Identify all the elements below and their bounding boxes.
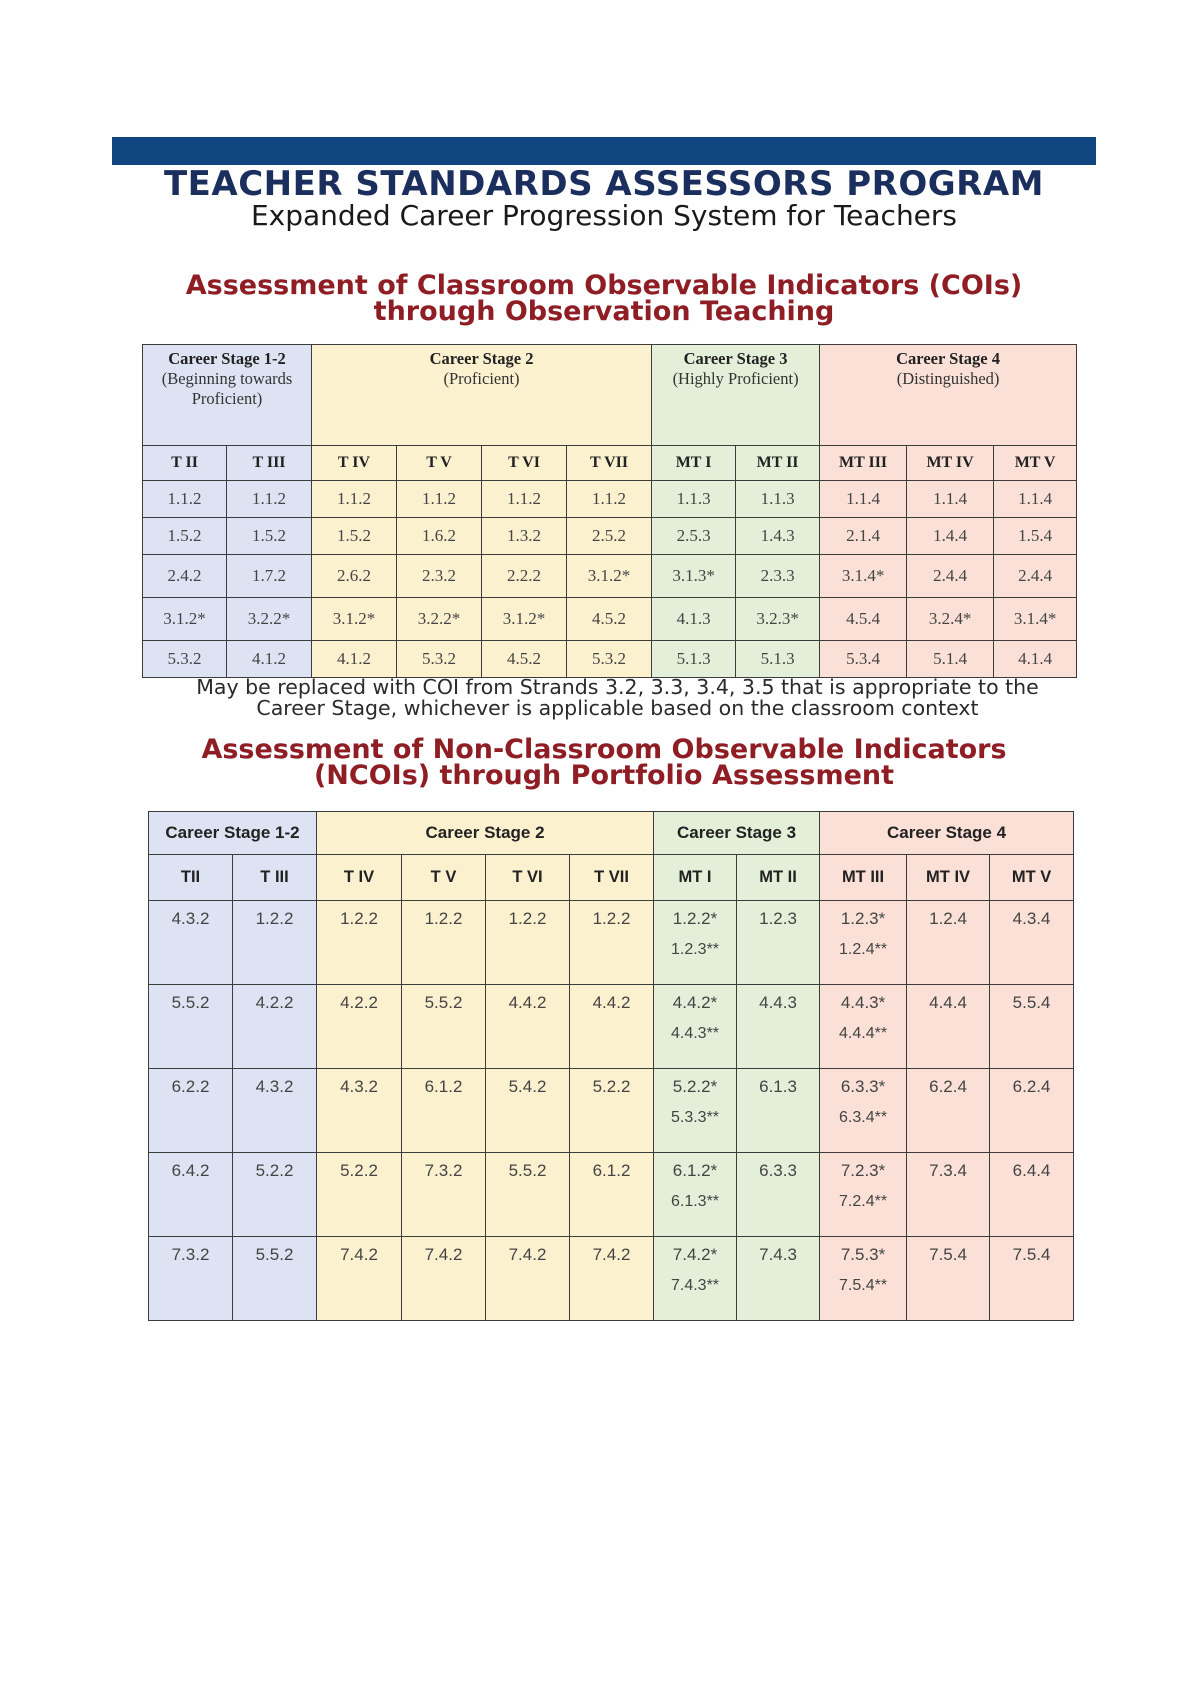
ncoi-table <box>148 811 1074 1321</box>
ncoi-cell-value: 6.3.3 <box>759 1161 797 1180</box>
ncoi-cell-value: 6.4.4 <box>1012 1161 1051 1180</box>
coi-cell: 3.2.2* <box>227 598 312 641</box>
ncoi-cell-value: 4.4.4 <box>929 993 967 1012</box>
ncoi-cell <box>149 1237 233 1321</box>
ncoi-row <box>149 1069 1074 1153</box>
coi-cell: 3.1.2* <box>482 598 567 641</box>
ncoi-cell <box>233 1069 317 1153</box>
ncoi-cell-value: 6.1.3** <box>670 1193 720 1210</box>
coi-cell: 1.7.2 <box>227 555 312 598</box>
ncoi-cell-value: 4.4.2 <box>508 993 547 1012</box>
ncoi-cell-value: 7.3.4 <box>929 1161 967 1180</box>
ncoi-cell-value: 7.4.2 <box>424 1245 463 1264</box>
coi-stage-desc: Proficient) <box>191 389 263 408</box>
coi-stage-desc: (Highly Proficient) <box>672 369 799 388</box>
coi-cell: 1.5.2 <box>143 518 227 555</box>
ncoi-cell <box>820 1237 907 1321</box>
coi-cell: 1.3.2 <box>482 518 567 555</box>
coi-cell: 1.5.4 <box>994 518 1077 555</box>
coi-cell: 2.4.4 <box>907 555 994 598</box>
ncoi-cell-value: 7.5.3* <box>840 1245 886 1264</box>
ncoi-cell-value: 7.5.4** <box>839 1277 888 1294</box>
ncoi-cell <box>907 1153 990 1237</box>
ncoi-cell-value: 4.4.3* <box>840 993 886 1012</box>
ncoi-level-header: T IV <box>317 855 402 901</box>
coi-cell: 3.1.3* <box>652 555 736 598</box>
ncoi-cell <box>570 901 654 985</box>
ncoi-cell <box>233 1153 317 1237</box>
coi-stage-name: Career Stage 2 <box>429 349 534 368</box>
coi-footnote-line1: May be replaced with COI from Strands 3.2, 3.3, 3.4, 3.5 that is appropriate to the <box>196 675 1039 699</box>
coi-level-header: MT II <box>736 446 820 481</box>
coi-level-header: T III <box>227 446 312 481</box>
coi-stage-name: Career Stage 3 <box>683 349 788 368</box>
coi-cell: 1.1.3 <box>736 481 820 518</box>
coi-cell: 1.1.4 <box>994 481 1077 518</box>
ncoi-cell <box>402 1153 486 1237</box>
ncoi-cell <box>317 901 402 985</box>
ncoi-cell <box>149 1069 233 1153</box>
ncoi-cell-value: 5.5.2 <box>255 1245 294 1264</box>
ncoi-cell-value: 4.3.4 <box>1012 909 1051 928</box>
coi-cell: 4.1.2 <box>227 641 312 678</box>
ncoi-cell-value: 4.4.2* <box>672 993 718 1012</box>
ncoi-cell <box>820 901 907 985</box>
coi-cell: 4.5.2 <box>567 598 652 641</box>
ncoi-cell <box>737 1237 820 1321</box>
ncoi-cell <box>317 1153 402 1237</box>
ncoi-cell-value: 4.2.2 <box>255 993 294 1012</box>
coi-footnote <box>150 677 1085 719</box>
header-bar <box>112 137 1096 165</box>
coi-cell: 4.1.4 <box>994 641 1077 678</box>
ncoi-cell <box>654 985 737 1069</box>
ncoi-level-header: MT IV <box>907 855 990 901</box>
page-subtitle: Expanded Career Progression System for Teachers <box>250 199 958 232</box>
ncoi-cell-value: 1.2.4** <box>839 941 888 958</box>
coi-cell: 2.3.3 <box>736 555 820 598</box>
coi-stage-row <box>143 345 1077 446</box>
ncoi-cell-value: 1.2.3 <box>759 909 797 928</box>
ncoi-cell <box>990 1069 1074 1153</box>
ncoi-cell <box>486 985 570 1069</box>
coi-cell: 1.1.2 <box>397 481 482 518</box>
coi-cell: 5.3.2 <box>567 641 652 678</box>
ncoi-cell-value: 1.2.3* <box>840 909 886 928</box>
coi-table <box>142 344 1077 678</box>
coi-cell: 2.5.3 <box>652 518 736 555</box>
coi-title-line1: Assessment of Classroom Observable Indicators (COIs) <box>185 270 1023 301</box>
coi-cell: 4.1.2 <box>312 641 397 678</box>
coi-stage-desc: (Distinguished) <box>896 369 1000 388</box>
ncoi-level-row <box>149 855 1074 901</box>
ncoi-cell-value: 5.5.2 <box>424 993 463 1012</box>
ncoi-cell <box>820 985 907 1069</box>
ncoi-cell-value: 4.3.2 <box>340 1077 378 1096</box>
ncoi-cell-value: 7.5.4 <box>929 1245 967 1264</box>
ncoi-cell <box>990 901 1074 985</box>
ncoi-cell-value: 5.5.2 <box>508 1161 547 1180</box>
ncoi-cell <box>907 901 990 985</box>
ncoi-cell <box>654 1069 737 1153</box>
ncoi-cell-value: 6.1.2* <box>672 1161 718 1180</box>
ncoi-cell <box>233 901 317 985</box>
ncoi-section-title <box>112 734 1096 791</box>
coi-cell: 5.3.2 <box>397 641 482 678</box>
ncoi-cell-value: 5.5.2 <box>171 993 210 1012</box>
ncoi-cell-value: 6.2.2 <box>171 1077 210 1096</box>
ncoi-cell <box>233 985 317 1069</box>
coi-level-header: T II <box>143 446 227 481</box>
ncoi-cell <box>654 901 737 985</box>
ncoi-cell <box>402 1237 486 1321</box>
coi-level-header: T VI <box>482 446 567 481</box>
ncoi-cell-value: 1.2.2 <box>592 909 631 928</box>
coi-level-header: MT I <box>652 446 736 481</box>
ncoi-cell <box>317 1237 402 1321</box>
coi-cell: 3.2.2* <box>397 598 482 641</box>
ncoi-cell-value: 1.2.2 <box>340 909 378 928</box>
coi-title-line2: through Observation Teaching <box>373 296 835 327</box>
ncoi-cell <box>233 1237 317 1321</box>
ncoi-stage-cell: Career Stage 1-2 <box>149 812 317 855</box>
ncoi-level-header: MT V <box>990 855 1074 901</box>
coi-stage-desc: (Proficient) <box>443 369 520 388</box>
ncoi-cell <box>907 1237 990 1321</box>
ncoi-cell <box>990 1237 1074 1321</box>
ncoi-cell <box>402 901 486 985</box>
ncoi-cell-value: 4.4.3** <box>670 1025 720 1042</box>
ncoi-level-header: MT III <box>820 855 907 901</box>
ncoi-level-header: T VII <box>570 855 654 901</box>
ncoi-cell <box>149 901 233 985</box>
ncoi-cell-value: 6.2.4 <box>929 1077 967 1096</box>
coi-cell: 1.1.4 <box>907 481 994 518</box>
ncoi-level-header: T III <box>233 855 317 901</box>
coi-cell: 1.1.3 <box>652 481 736 518</box>
ncoi-row <box>149 901 1074 985</box>
ncoi-cell-value: 7.5.4 <box>1012 1245 1051 1264</box>
ncoi-cell <box>402 1069 486 1153</box>
coi-cell: 3.2.3* <box>736 598 820 641</box>
ncoi-cell-value: 6.3.4** <box>839 1109 888 1126</box>
ncoi-stage-cell: Career Stage 2 <box>317 812 654 855</box>
coi-cell: 3.1.2* <box>567 555 652 598</box>
ncoi-level-header: TII <box>149 855 233 901</box>
coi-cell: 5.3.2 <box>143 641 227 678</box>
ncoi-stage-cell: Career Stage 4 <box>820 812 1074 855</box>
coi-stage-cell <box>312 345 652 446</box>
ncoi-cell <box>570 985 654 1069</box>
ncoi-cell <box>149 985 233 1069</box>
ncoi-cell-value: 1.2.3** <box>670 941 720 958</box>
ncoi-cell <box>570 1069 654 1153</box>
ncoi-cell-value: 1.2.2 <box>508 909 547 928</box>
coi-row <box>143 641 1077 678</box>
ncoi-cell-value: 7.4.2* <box>672 1245 718 1264</box>
coi-level-header: MT IV <box>907 446 994 481</box>
coi-cell: 1.6.2 <box>397 518 482 555</box>
coi-cell: 1.4.4 <box>907 518 994 555</box>
ncoi-cell <box>654 1237 737 1321</box>
coi-stage-cell <box>652 345 820 446</box>
ncoi-cell <box>317 985 402 1069</box>
ncoi-cell <box>737 985 820 1069</box>
coi-level-header: T IV <box>312 446 397 481</box>
coi-row <box>143 598 1077 641</box>
ncoi-cell <box>737 1153 820 1237</box>
ncoi-cell-value: 4.3.2 <box>171 909 210 928</box>
coi-section-title <box>112 270 1096 327</box>
coi-cell: 1.1.2 <box>312 481 397 518</box>
coi-row <box>143 555 1077 598</box>
ncoi-cell <box>570 1153 654 1237</box>
ncoi-level-header: MT I <box>654 855 737 901</box>
ncoi-cell <box>820 1069 907 1153</box>
ncoi-title-line2: (NCOIs) through Portfolio Assessment <box>313 760 895 791</box>
ncoi-row <box>149 985 1074 1069</box>
coi-cell: 2.3.2 <box>397 555 482 598</box>
coi-cell: 3.1.4* <box>994 598 1077 641</box>
coi-cell: 1.1.4 <box>820 481 907 518</box>
ncoi-cell <box>149 1153 233 1237</box>
ncoi-stage-cell: Career Stage 3 <box>654 812 820 855</box>
ncoi-cell-value: 7.4.2 <box>592 1245 631 1264</box>
ncoi-cell <box>737 1069 820 1153</box>
coi-cell: 2.4.4 <box>994 555 1077 598</box>
ncoi-cell-value: 7.4.2 <box>340 1245 378 1264</box>
coi-cell: 4.5.4 <box>820 598 907 641</box>
ncoi-title-line1: Assessment of Non-Classroom Observable Indicators <box>201 734 1007 765</box>
coi-cell: 1.1.2 <box>482 481 567 518</box>
ncoi-cell <box>990 985 1074 1069</box>
coi-level-header: MT V <box>994 446 1077 481</box>
ncoi-cell-value: 6.1.2 <box>592 1161 631 1180</box>
coi-cell: 1.5.2 <box>312 518 397 555</box>
ncoi-cell <box>990 1153 1074 1237</box>
coi-cell: 1.5.2 <box>227 518 312 555</box>
coi-row <box>143 518 1077 555</box>
ncoi-cell-value: 5.4.2 <box>508 1077 547 1096</box>
ncoi-cell-value: 4.4.2 <box>592 993 631 1012</box>
coi-cell: 5.1.3 <box>736 641 820 678</box>
ncoi-cell-value: 5.2.2 <box>340 1161 378 1180</box>
ncoi-stage-row <box>149 812 1074 855</box>
ncoi-cell-value: 4.3.2 <box>255 1077 294 1096</box>
coi-cell: 2.2.2 <box>482 555 567 598</box>
coi-level-header: T VII <box>567 446 652 481</box>
coi-cell: 2.1.4 <box>820 518 907 555</box>
coi-cell: 4.5.2 <box>482 641 567 678</box>
coi-cell: 2.4.2 <box>143 555 227 598</box>
coi-level-header: T V <box>397 446 482 481</box>
ncoi-cell <box>570 1237 654 1321</box>
coi-stage-cell <box>820 345 1077 446</box>
ncoi-cell-value: 5.2.2 <box>255 1161 294 1180</box>
coi-stage-desc: (Beginning towards <box>161 369 293 388</box>
coi-stage-name: Career Stage 1-2 <box>168 349 286 368</box>
ncoi-cell-value: 4.4.4** <box>839 1025 888 1042</box>
ncoi-cell-value: 5.5.4 <box>1012 993 1051 1012</box>
coi-cell: 3.1.4* <box>820 555 907 598</box>
coi-cell: 5.3.4 <box>820 641 907 678</box>
ncoi-cell-value: 7.2.3* <box>840 1161 886 1180</box>
ncoi-level-header: T V <box>402 855 486 901</box>
ncoi-cell-value: 7.2.4** <box>839 1193 888 1210</box>
coi-cell: 2.6.2 <box>312 555 397 598</box>
ncoi-cell-value: 1.2.2* <box>672 909 718 928</box>
coi-cell: 3.1.2* <box>143 598 227 641</box>
ncoi-row <box>149 1153 1074 1237</box>
coi-cell: 1.1.2 <box>143 481 227 518</box>
ncoi-cell <box>907 985 990 1069</box>
ncoi-cell-value: 1.2.4 <box>929 909 967 928</box>
coi-footnote-line2: Career Stage, whichever is applicable based on the classroom context <box>256 696 979 720</box>
ncoi-cell-value: 4.4.3 <box>759 993 797 1012</box>
ncoi-cell-value: 4.2.2 <box>340 993 378 1012</box>
ncoi-cell <box>486 1069 570 1153</box>
coi-level-row <box>143 446 1077 481</box>
coi-cell: 5.1.4 <box>907 641 994 678</box>
ncoi-cell <box>317 1069 402 1153</box>
ncoi-cell <box>486 901 570 985</box>
ncoi-cell-value: 5.2.2 <box>592 1077 631 1096</box>
coi-cell: 4.1.3 <box>652 598 736 641</box>
page-title: TEACHER STANDARDS ASSESSORS PROGRAM <box>163 164 1045 204</box>
coi-row <box>143 481 1077 518</box>
coi-cell: 3.2.4* <box>907 598 994 641</box>
ncoi-cell-value: 6.4.2 <box>171 1161 210 1180</box>
ncoi-cell-value: 7.3.2 <box>171 1245 210 1264</box>
ncoi-cell <box>486 1237 570 1321</box>
ncoi-cell <box>820 1153 907 1237</box>
coi-cell: 1.4.3 <box>736 518 820 555</box>
ncoi-cell <box>654 1153 737 1237</box>
coi-cell: 1.1.2 <box>227 481 312 518</box>
ncoi-level-header: T VI <box>486 855 570 901</box>
ncoi-cell <box>907 1069 990 1153</box>
ncoi-cell-value: 5.2.2* <box>672 1077 718 1096</box>
coi-cell: 1.1.2 <box>567 481 652 518</box>
ncoi-cell-value: 7.4.2 <box>508 1245 547 1264</box>
coi-stage-name: Career Stage 4 <box>896 349 1000 368</box>
ncoi-cell <box>402 985 486 1069</box>
ncoi-cell-value: 7.4.3 <box>759 1245 797 1264</box>
ncoi-cell-value: 1.2.2 <box>255 909 294 928</box>
ncoi-cell-value: 6.1.2 <box>424 1077 463 1096</box>
coi-level-header: MT III <box>820 446 907 481</box>
ncoi-cell-value: 6.2.4 <box>1012 1077 1051 1096</box>
ncoi-level-header: MT II <box>737 855 820 901</box>
ncoi-cell <box>486 1153 570 1237</box>
ncoi-row <box>149 1237 1074 1321</box>
ncoi-cell-value: 7.3.2 <box>424 1161 463 1180</box>
ncoi-cell-value: 7.4.3** <box>670 1277 720 1294</box>
coi-cell: 5.1.3 <box>652 641 736 678</box>
ncoi-cell-value: 6.1.3 <box>759 1077 797 1096</box>
coi-cell: 2.5.2 <box>567 518 652 555</box>
coi-stage-cell <box>143 345 312 446</box>
ncoi-cell-value: 1.2.2 <box>424 909 463 928</box>
ncoi-cell-value: 5.3.3** <box>670 1109 720 1126</box>
ncoi-cell-value: 6.3.3* <box>840 1077 886 1096</box>
coi-cell: 3.1.2* <box>312 598 397 641</box>
ncoi-cell <box>737 901 820 985</box>
